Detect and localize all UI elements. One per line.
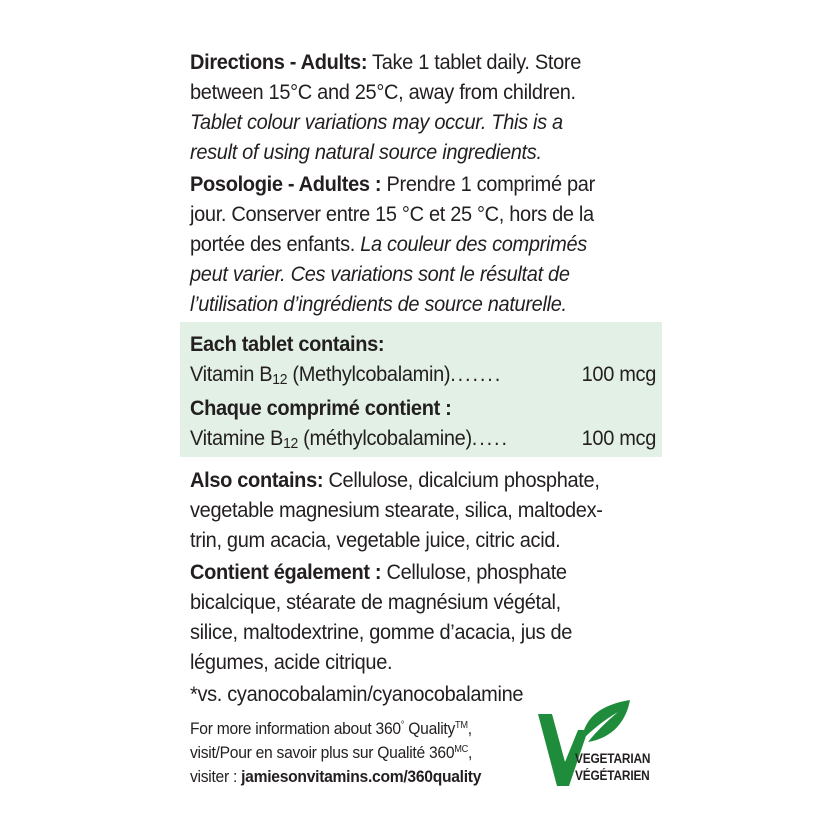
ingredient-name-fr: Vitamine $B_{12}$ (méthylcobalamine)..... — [190, 426, 509, 452]
also-contains-en-line1: Also contains: Cellulose, dicalcium phosphate, — [190, 468, 600, 492]
ingredient-amount-fr: 100 mcg — [581, 426, 656, 450]
quality-info-line1: For more information about 360° Quality™, — [190, 719, 472, 738]
ingredient-amount-en: 100 mcg — [581, 362, 656, 386]
also-contains-fr-line4: légumes, acide citrique. — [190, 650, 393, 674]
directions-en-line2: between 15°C and 25°C, away from children. — [190, 80, 576, 104]
quality-info-line2: visit/Pour en savoir plus sur Qualité $360^{MC}$, — [190, 743, 473, 762]
footnote: *vs. cyanocobalamin/cyanocobalamine — [190, 682, 524, 706]
also-contains-fr-heading: Contient également : — [190, 560, 382, 584]
vegetarian-logo — [538, 700, 658, 790]
also-contains-en-heading: Also contains: — [190, 468, 324, 492]
also-contains-fr-line2: bicalcique, stéarate de magnésium végétal, — [190, 590, 561, 614]
vegetarian-text-en: VEGETARIAN — [575, 751, 651, 766]
directions-fr-line1: Posologie - Adultes : Prendre 1 comprimé par — [190, 172, 595, 196]
directions-en-heading: Directions - Adults: — [190, 50, 368, 74]
vegetarian-text-fr: VÉGÉTARIEN — [575, 768, 650, 783]
ingredient-row-fr — [190, 423, 656, 453]
also-contains-fr-line3: silice, maltodextrine, gomme d’acacia, jus de — [190, 620, 573, 644]
directions-fr-line2: jour. Conserver entre 15 °C et 25 °C, hors de la — [190, 202, 594, 226]
ingredients-heading-en: Each tablet contains: — [190, 332, 385, 356]
also-contains-en-line3: trin, gum acacia, vegetable juice, citric acid. — [190, 528, 561, 552]
directions-fr-line4: peut varier. Ces variations sont le résultat de — [190, 262, 570, 286]
quality-info-line3: visiter : jamiesonvitamins.com/360quality — [190, 767, 482, 786]
ingredient-row-en — [190, 359, 656, 389]
ingredient-name-en: Vitamin $B_{12}$ (Methylcobalamin)....... — [190, 362, 503, 388]
directions-fr-line5: l’utilisation d’ingrédients de source naturelle. — [190, 292, 567, 316]
quality-url-link[interactable]: jamiesonvitamins.com/360quality — [241, 767, 482, 786]
also-contains-en-line2: vegetable magnesium stearate, silica, maltodex- — [190, 498, 603, 522]
directions-en-line1: Directions - Adults: Take 1 tablet daily. Store — [190, 50, 582, 74]
ingredients-heading-fr: Chaque comprimé contient : — [190, 396, 452, 420]
directions-fr-heading: Posologie - Adultes : — [190, 172, 382, 196]
directions-en-line4: result of using natural source ingredients. — [190, 140, 542, 164]
directions-en-line3: Tablet colour variations may occur. This is a — [190, 110, 563, 134]
directions-fr-line3: portée des enfants. La couleur des comprimés — [190, 232, 587, 256]
also-contains-fr-line1: Contient également : Cellulose, phosphate — [190, 560, 567, 584]
